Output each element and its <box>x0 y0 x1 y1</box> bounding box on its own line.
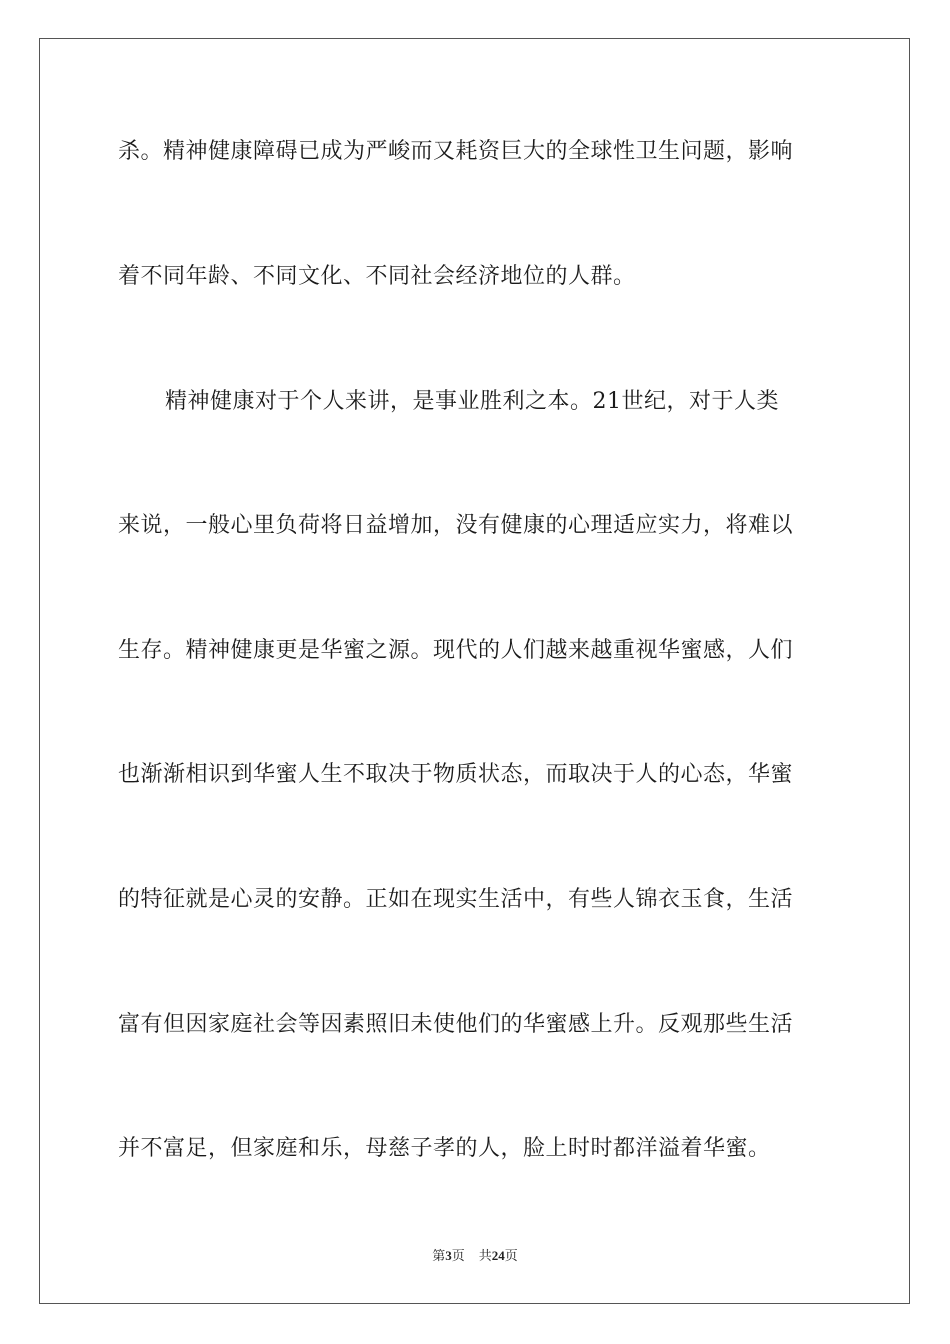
page-suffix: 页 <box>451 1249 465 1264</box>
paragraph-line: 并不富足，但家庭和乐，母慈子孝的人，脸上时时都洋溢着华蜜。 <box>118 1136 771 1161</box>
paragraph-line: 的特征就是心灵的安静。正如在现实生活中，有些人锦衣玉食，生活 <box>118 887 794 912</box>
page-total: 24 <box>491 1248 505 1263</box>
paragraph-line: 杀。精神健康障碍已成为严峻而又耗资巨大的全球性卫生问题，影响 <box>118 139 794 164</box>
page-border <box>39 38 910 1304</box>
paragraph-line: 也渐渐相识到华蜜人生不取决于物质状态，而取决于人的心态，华蜜 <box>118 762 794 787</box>
paragraph-line: 富有但因家庭社会等因素照旧未使他们的华蜜感上升。反观那些生活 <box>118 1012 794 1037</box>
page-current: 3 <box>445 1248 452 1263</box>
paragraph-line: 着不同年龄、不同文化、不同社会经济地位的人群。 <box>118 264 636 289</box>
paragraph-line: 来说，一般心里负荷将日益增加，没有健康的心理适应实力，将难以 <box>118 513 794 538</box>
page-footer <box>0 1247 950 1266</box>
total-suffix: 页 <box>504 1249 518 1264</box>
total-prefix: 共 <box>478 1249 492 1264</box>
page-prefix: 第 <box>432 1249 446 1264</box>
paragraph-line: 生存。精神健康更是华蜜之源。现代的人们越来越重视华蜜感，人们 <box>118 638 794 663</box>
paragraph-line: 精神健康对于个人来讲，是事业胜利之本。21世纪，对于人类 <box>165 389 779 414</box>
